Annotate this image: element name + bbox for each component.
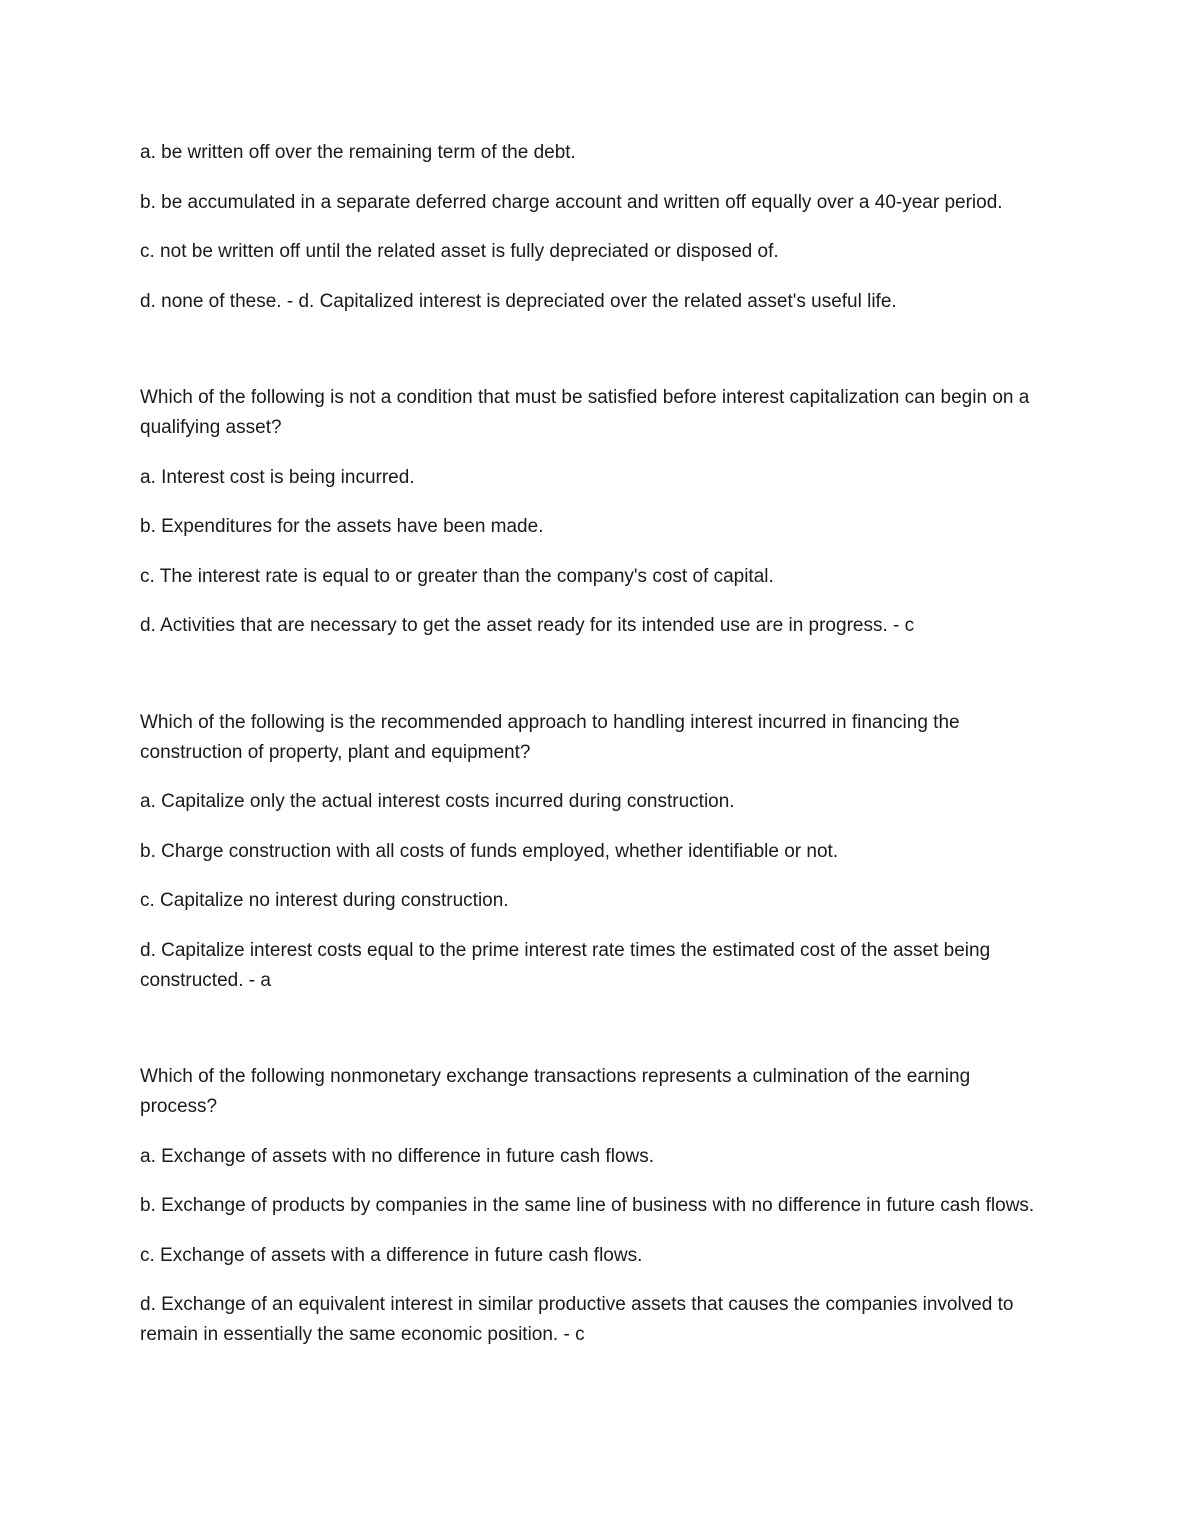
option-c: c. Exchange of assets with a difference in future cash flows.: [140, 1244, 643, 1266]
question-text: Which of the following nonmonetary exchange transactions represents a culmination of the earning process?: [140, 1066, 971, 1117]
option-a: a. Interest cost is being incurred.: [140, 466, 415, 488]
option-d: d. Exchange of an equivalent interest in similar productive assets that causes the companies involved to remain in essentially the same economic position. - c: [140, 1294, 1014, 1345]
option-b: b. Charge construction with all costs of funds employed, whether identifiable or not.: [140, 840, 839, 862]
spacer: [140, 1015, 1050, 1062]
option-a: a. Capitalize only the actual interest costs incurred during construction.: [140, 791, 735, 812]
question-block: [140, 1062, 1050, 1350]
option-c: c. The interest rate is equal to or greater than the company's cost of capital.: [140, 565, 774, 587]
option-b: b. Exchange of products by companies in the same line of business with no difference in future cash flows.: [140, 1195, 1035, 1216]
spacer: [140, 336, 1050, 383]
spacer: [140, 661, 1050, 708]
option-a: a. be written off over the remaining term of the debt.: [140, 142, 576, 163]
question-block: [140, 383, 1050, 641]
option-b: b. Expenditures for the assets have been made.: [140, 516, 544, 537]
question-text: Which of the following is the recommended approach to handling interest incurred in financing the construction of property, plant and equipment?: [140, 711, 960, 763]
option-d: d. Activities that are necessary to get the asset ready for its intended use are in progress. - c: [140, 615, 915, 636]
question-block: [140, 708, 1050, 996]
option-a: a. Exchange of assets with no difference in future cash flows.: [140, 1145, 654, 1167]
document-page: [140, 138, 1050, 1370]
option-d: d. none of these. - d. Capitalized interest is depreciated over the related asset's useful life.: [140, 290, 897, 312]
option-b: b. be accumulated in a separate deferred charge account and written off equally over a 40-year period.: [140, 191, 1003, 213]
option-d: d. Capitalize interest costs equal to the prime interest rate times the estimated cost of the asset being constructed. - a: [140, 939, 991, 991]
top-options-block: [140, 138, 1050, 317]
option-c: c. not be written off until the related asset is fully depreciated or disposed of.: [140, 241, 779, 262]
option-c: c. Capitalize no interest during construction.: [140, 890, 509, 911]
question-text: Which of the following is not a condition that must be satisfied before interest capitalization can begin on a qualifying asset?: [140, 387, 1030, 438]
